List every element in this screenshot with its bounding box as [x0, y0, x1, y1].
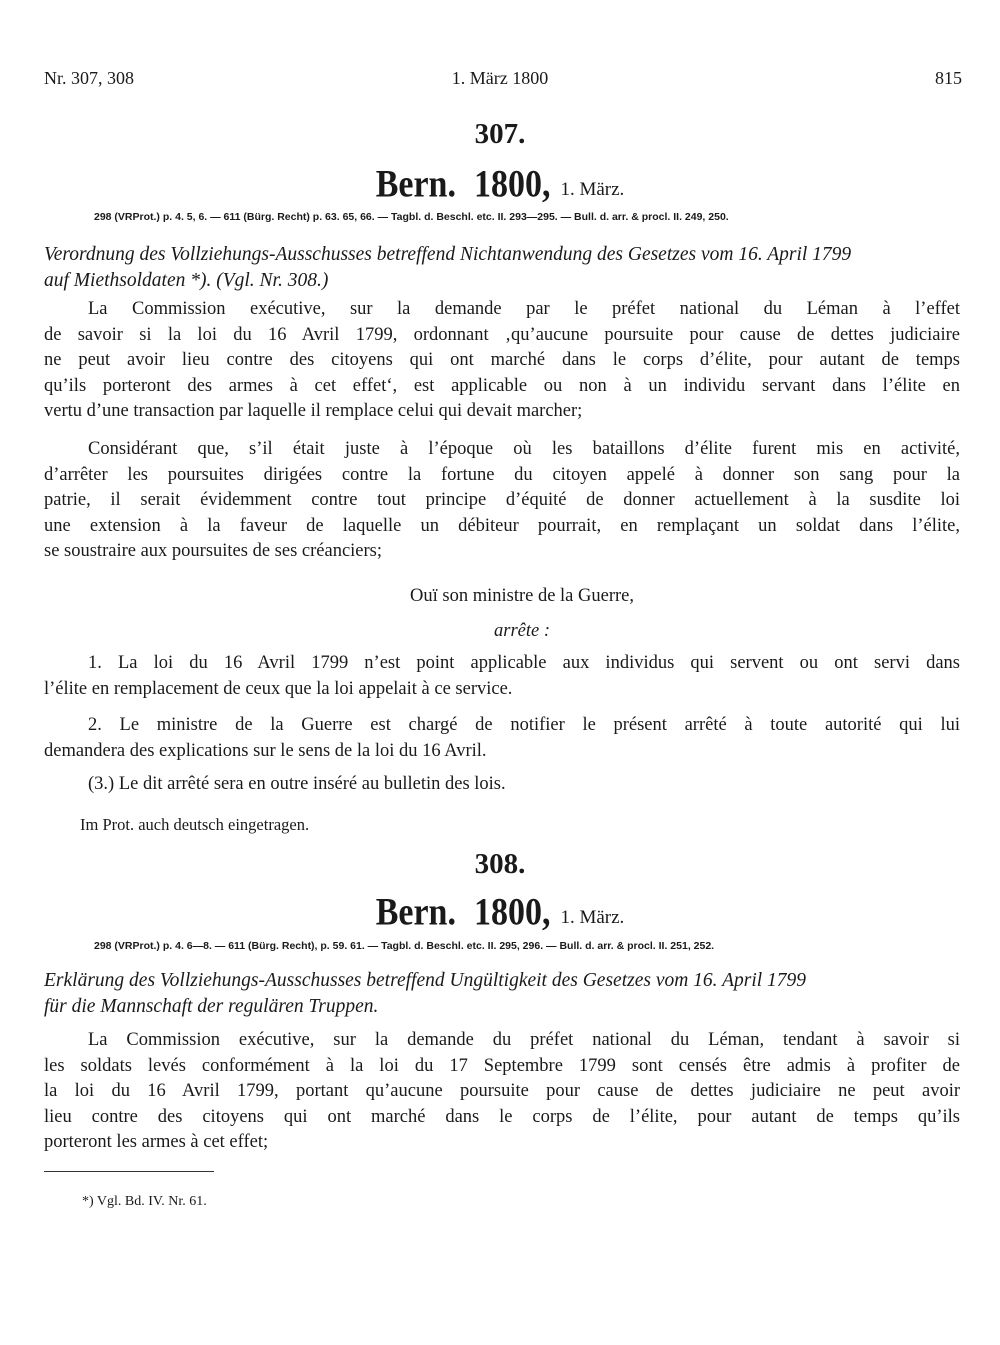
text-line: La Commission exécutive, sur la demande du préfet national du Léman, tendant à savoir si	[88, 1030, 960, 1050]
text-line: Considérant que, s’il était juste à l’époque où les bataillons d’élite furent mis en activité,	[88, 439, 960, 459]
text-line: qu’ils porteront des armes à cet effet‘, est applicable ou non à un individu servant dans l’élite en	[44, 375, 960, 396]
text-line: 1. La loi du 16 Avril 1799 n’est point applicable aux individus qui servent ou ont servi dans	[88, 653, 960, 673]
page-number: 815	[935, 68, 962, 88]
footnote: *) Vgl. Bd. IV. Nr. 61.	[82, 1194, 207, 1209]
act-308-paragraph-1	[44, 1028, 960, 1156]
text-line: (3.) Le dit arrêté sera en outre inséré au bulletin des lois.	[88, 774, 506, 794]
header-left: Nr. 307, 308	[44, 68, 134, 88]
text-line: la loi du 16 Avril 1799, portant qu’aucune poursuite pour cause de dettes judiciaire ne peut avoir	[44, 1081, 960, 1102]
act-307-paragraph-2	[44, 437, 960, 565]
act-308-references: 298 (VRProt.) p. 4. 6—8. — 611 (Bürg. Recht), p. 59. 61. — Tagbl. d. Beschl. etc. II. 295, 296. — Bull. d. arr. & procl. II. 251, 252.	[94, 940, 715, 952]
act-307-place: Bern.	[375, 163, 456, 206]
act-307-year: 1800,	[473, 163, 551, 206]
act-308-title-line: Erklärung des Vollziehungs-Ausschusses betreffend Ungültigkeit des Gesetzes vom 16. April 1799	[44, 970, 807, 991]
text-line: une extension à la faveur de laquelle un débiteur pourrait, en remplaçant un soldat dans l’élite,	[44, 515, 960, 536]
text-line: vertu d’une transaction par laquelle il remplace celui qui devait marcher;	[44, 401, 583, 422]
text-line: d’arrêter les poursuites dirigées contre la fortune du citoyen appelé à donner son sang pour la	[44, 464, 960, 485]
act-307-title-line: Verordnung des Vollziehungs-Ausschusses betreffend Nichtanwendung des Gesetzes vom 16. April 1799	[44, 244, 852, 265]
act-307-place-date	[0, 163, 1000, 206]
text-line: se soustraire aux poursuites de ses créanciers;	[44, 541, 383, 562]
text-line: porteront les armes à cet effet;	[44, 1132, 269, 1153]
act-307-article-1	[44, 651, 960, 702]
text-line: de savoir si la loi du 16 Avril 1799, ordonnant ‚qu’aucune poursuite pour cause de dettes judiciaire	[44, 324, 960, 345]
text-line: demandera des explications sur le sens de la loi du 16 Avril.	[44, 740, 487, 761]
act-307-arrete: arrête :	[494, 621, 550, 641]
footnote-rule	[44, 1171, 214, 1172]
act-307-number: 307.	[474, 118, 526, 150]
text-line: les soldats levés conformément à la loi du 17 Septembre 1799 sont censés être admis à profiter de	[44, 1055, 960, 1076]
running-head	[38, 68, 962, 94]
text-line: 2. Le ministre de la Guerre est chargé de notifier le présent arrêté à toute autorité qui lui	[88, 715, 960, 735]
act-308-place-date	[0, 891, 1000, 934]
act-308-title	[44, 968, 960, 1020]
act-308-title-line: für die Mannschaft der regulären Truppen.	[44, 996, 379, 1017]
act-307-title	[44, 242, 960, 294]
act-307-title-line: auf Miethsoldaten *). (Vgl. Nr. 308.)	[44, 270, 329, 291]
text-line: patrie, il serait évidemment contre tout principe d’équité de donner actuellement à la susdite loi	[44, 490, 960, 511]
text-line: lieu contre des citoyens qui ont marché dans le corps de l’élite, pour autant de temps qu’ils	[44, 1106, 960, 1127]
act-307-protocol-note: Im Prot. auch deutsch eingetragen.	[80, 815, 310, 834]
act-307-references: 298 (VRProt.) p. 4. 5, 6. — 611 (Bürg. Recht) p. 63. 65, 66. — Tagbl. d. Beschl. etc. II. 293—295. — Bull. d. arr. & procl. II. 249, 250.	[94, 211, 729, 223]
text-line: l’élite en remplacement de ceux que la loi appelait à ce service.	[44, 678, 513, 699]
text-line: La Commission exécutive, sur la demande par le préfet national du Léman à l’effet	[88, 299, 960, 319]
header-date: 1. März 1800	[451, 68, 549, 88]
act-308-number: 308.	[474, 848, 526, 880]
text-line: ne peut avoir lieu contre des citoyens qui ont marché dans le corps d’élite, pour autant de temps	[44, 350, 960, 371]
act-308-date: 1. März.	[560, 907, 625, 928]
act-308-place: Bern.	[375, 891, 456, 934]
act-307-article-2	[44, 713, 960, 764]
act-307-article-3	[44, 772, 960, 798]
act-307-date: 1. März.	[560, 179, 625, 200]
act-307-oui: Ouï son ministre de la Guerre,	[410, 586, 634, 606]
act-307-paragraph-1	[44, 297, 960, 425]
act-308-year: 1800,	[473, 891, 551, 934]
